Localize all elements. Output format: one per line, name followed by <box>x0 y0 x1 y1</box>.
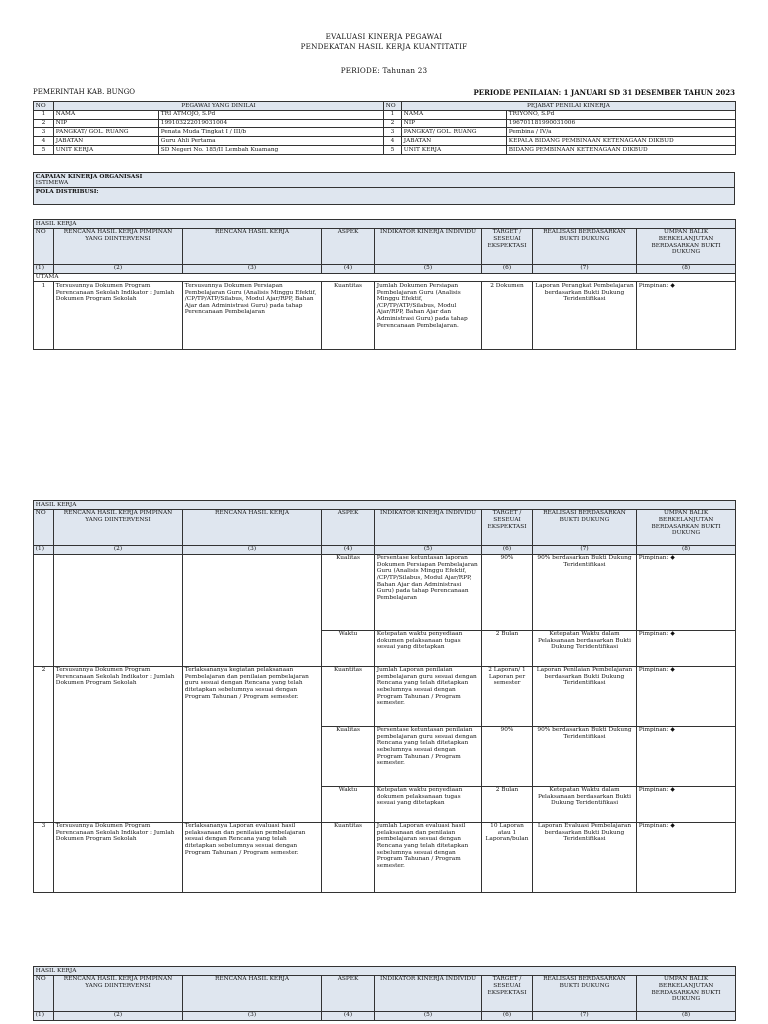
col-number: (6) <box>482 1011 533 1020</box>
id-label: JABATAN <box>402 137 507 146</box>
id-no-header-2: NO <box>384 102 402 111</box>
pejabat-name: TRIYONO, S.Pd <box>507 110 736 119</box>
row-rencana: Tersusunnya Dokumen Persiapan Pembelajaran Guru (Analisis Minggu Efektif, /CP/TP/ATP/Silabus, Modul Ajar/RPP, Bahan Ajar dan Administrasi Guru) pada tahap Perencanaan Pembelajaran <box>183 282 322 350</box>
row-target: 2 Dokumen <box>482 282 533 350</box>
table-row <box>34 554 736 630</box>
col-number: (3) <box>183 545 322 554</box>
id-no: 3 <box>34 128 54 137</box>
id-no: 2 <box>34 119 54 128</box>
row-aspek: Kuantitas <box>322 666 375 726</box>
row-aspek: Kualitas <box>322 554 375 630</box>
col-header-rencana: RENCANA HASIL KERJA <box>183 975 322 1011</box>
id-no: 5 <box>384 145 402 154</box>
col-number: (6) <box>482 264 533 273</box>
identity-row <box>34 128 736 137</box>
col-number: (3) <box>183 264 322 273</box>
hasil-kerja-table-1 <box>33 219 736 350</box>
col-header-indikator: INDIKATOR KINERJA INDIVIDU <box>375 509 482 545</box>
col-number: (8) <box>637 264 736 273</box>
col-number: (4) <box>322 545 375 554</box>
identity-header-row <box>34 102 736 111</box>
row-realisasi: 90% berdasarkan Bukti Dukung Teridentifikasi <box>533 726 637 786</box>
row-realisasi: Ketepatan Waktu dalam Pelaksanaan berdasarkan Bukti Dukung Teridentifikasi <box>533 786 637 822</box>
assessment-period: PERIODE PENILAIAN: 1 JANUARI SD 31 DESEMBER TAHUN 2023 <box>473 88 735 97</box>
id-no-header: NO <box>34 102 54 111</box>
col-number: (7) <box>533 264 637 273</box>
row-feedback: Pimpinan: ◆ <box>637 786 736 822</box>
id-label: JABATAN <box>54 137 159 146</box>
row-realisasi: Laporan Penilaian Pembelajaran berdasarkan Bukti Dukung Teridentifikasi <box>533 666 637 726</box>
col-number: (1) <box>34 545 54 554</box>
row-no: 1 <box>34 282 54 350</box>
doc-period: PERIODE: Tahunan 23 <box>340 66 428 75</box>
pegawai-unit: SD Negeri No. 185/II Lembah Kuamang <box>159 145 384 154</box>
row-feedback: Pimpinan: ◆ <box>637 282 736 350</box>
row-aspek: Kuantitas <box>322 282 375 350</box>
table-row <box>34 282 736 350</box>
row-pimpinan: Tersusunnya Dokumen Program Perencanaan Sekolah Indikator : Jumlah Dokumen Program Sekolah <box>54 822 183 892</box>
col-header-umpan-balik: UMPAN BALIK BERKELANJUTAN BERDASARKAN BUKTI DUKUNG <box>637 975 736 1011</box>
identity-row <box>34 110 736 119</box>
row-target: 90% <box>482 726 533 786</box>
col-number: (2) <box>54 1011 183 1020</box>
row-aspek: Kuantitas <box>322 822 375 892</box>
hasil-kerja-title: HASIL KERJA <box>34 220 736 229</box>
id-no: 5 <box>34 145 54 154</box>
row-rencana: Terlaksananya Laporan evaluasi hasil pelaksanaan dan penilaian pembelajaran sesuai dengan Rencana yang telah ditetapkan sebelumnya sesuai dengan Program Tahunan / Program semester. <box>183 822 322 892</box>
col-number: (1) <box>34 1011 54 1020</box>
row-feedback: Pimpinan: ◆ <box>637 822 736 892</box>
col-number: (8) <box>637 1011 736 1020</box>
col-header-no: NO <box>34 509 54 545</box>
col-number: (8) <box>637 545 736 554</box>
col-header-no: NO <box>34 228 54 264</box>
row-indikator: Persentase ketuntasan penilaian pembelajaran guru sesuai dengan Rencana yang telah ditetapkan sebelumnya sesuai dengan Program Tahunan / Program semester. <box>375 726 482 786</box>
row-target: 10 Laporan atau 1 Laporan/bulan <box>482 822 533 892</box>
id-label: NAMA <box>54 110 159 119</box>
row-pimpinan: Tersusunnya Dokumen Program Perencanaan Sekolah Indikator : Jumlah Dokumen Program Sekolah <box>54 666 183 822</box>
row-target: 2 Bulan <box>482 630 533 666</box>
hasil-kerja-table-2 <box>33 500 736 893</box>
row-indikator: Ketepatan waktu penyediaan dokumen pelaksanaan tugas sesuai yang ditetapkan <box>375 786 482 822</box>
pola-title: POLA DISTRIBUSI: <box>35 188 99 195</box>
col-header-rencana: RENCANA HASIL KERJA <box>183 509 322 545</box>
row-feedback: Pimpinan: ◆ <box>637 630 736 666</box>
col-header-pimpinan: RENCANA HASIL KERJA PIMPINAN YANG DIINTERVENSI <box>54 509 183 545</box>
hasil-kerja-title: HASIL KERJA <box>34 501 736 510</box>
col-number: (2) <box>54 545 183 554</box>
id-no: 4 <box>384 137 402 146</box>
col-number: (7) <box>533 1011 637 1020</box>
hasil-kerja-title: HASIL KERJA <box>34 967 736 976</box>
id-label: NIP <box>54 119 159 128</box>
row-feedback: Pimpinan: ◆ <box>637 554 736 630</box>
col-header-pimpinan: RENCANA HASIL KERJA PIMPINAN YANG DIINTERVENSI <box>54 228 183 264</box>
id-no: 1 <box>384 110 402 119</box>
col-header-pimpinan: RENCANA HASIL KERJA PIMPINAN YANG DIINTERVENSI <box>54 975 183 1011</box>
institution: PEMERINTAH KAB. BUNGO <box>33 88 136 96</box>
identity-table <box>33 101 736 155</box>
col-header-indikator: INDIKATOR KINERJA INDIVIDU <box>375 228 482 264</box>
row-indikator: Ketepatan waktu penyediaan dokumen pelaksanaan tugas sesuai yang ditetapkan <box>375 630 482 666</box>
row-no: 3 <box>34 822 54 892</box>
id-label: NIP <box>402 119 507 128</box>
row-feedback: Pimpinan: ◆ <box>637 726 736 786</box>
pejabat-rank: Pembina / IV/a <box>507 128 736 137</box>
col-header-aspek: ASPEK <box>322 975 375 1011</box>
pegawai-name: TRI ATMOJO, S.Pd <box>159 110 384 119</box>
row-rencana: Terlaksananya kegiatan pelaksanaan Pembelajaran dan penilaian pembelajaran guru sesuai dengan Rencana yang telah ditetapkan sebelumnya sesuai dengan Program Tahunan / Program semester. <box>183 666 322 822</box>
pejabat-nip: 196701181990031006 <box>507 119 736 128</box>
row-indikator: Jumlah Laporan penilaian pembelajaran guru sesuai dengan Rencana yang telah ditetapkan sebelumnya sesuai dengan Program Tahunan / Program semester. <box>375 666 482 726</box>
column-number-row <box>34 264 736 273</box>
pejabat-unit: BIDANG PEMBINAAN KETENAGAAN DIKBUD <box>507 145 736 154</box>
col-number: (5) <box>375 545 482 554</box>
col-number: (3) <box>183 1011 322 1020</box>
col-number: (5) <box>375 1011 482 1020</box>
col-number: (4) <box>322 264 375 273</box>
id-no: 2 <box>384 119 402 128</box>
col-header-aspek: ASPEK <box>322 509 375 545</box>
pejabat-header: PEJABAT PENILAI KINERJA <box>402 102 736 111</box>
row-realisasi: Laporan Evaluasi Pembelajaran berdasarkan Bukti Dukung Teridentifikasi <box>533 822 637 892</box>
id-no: 3 <box>384 128 402 137</box>
column-header-row <box>34 509 736 545</box>
id-no: 1 <box>34 110 54 119</box>
utama-label: UTAMA <box>34 273 736 282</box>
row-realisasi: Laporan Perangkat Pembelajaran berdasarkan Bukti Dukung Teridentifikasi <box>533 282 637 350</box>
col-number: (2) <box>54 264 183 273</box>
row-target: 90% <box>482 554 533 630</box>
column-header-row <box>34 228 736 264</box>
pejabat-position: KEPALA BIDANG PEMBINAAN KETENAGAAN DIKBUD <box>507 137 736 146</box>
table-row <box>34 666 736 726</box>
col-number: (1) <box>34 264 54 273</box>
col-number: (5) <box>375 264 482 273</box>
capaian-table <box>33 172 735 205</box>
hasil-kerja-table-3 <box>33 966 736 1021</box>
doc-subtitle: PENDEKATAN HASIL KERJA KUANTITATIF <box>300 42 468 51</box>
doc-title: EVALUASI KINERJA PEGAWAI <box>325 32 443 41</box>
capaian-title: CAPAIAN KINERJA ORGANISASI <box>35 173 143 180</box>
pegawai-header: PEGAWAI YANG DINILAI <box>54 102 384 111</box>
row-indikator: Jumlah Dokumen Persiapan Pembelajaran Guru (Analisis Minggu Efektif, /CP/TP/ATP/Silabus, Modul Ajar/RPP, Bahan Ajar dan Administrasi Guru) pada tahap Perencanaan Pembelajaran. <box>375 282 482 350</box>
pegawai-position: Guru Ahli Pertama <box>159 137 384 146</box>
identity-row <box>34 145 736 154</box>
col-header-realisasi: REALISASI BERDASARKAN BUKTI DUKUNG <box>533 228 637 264</box>
id-label: PANGKAT/ GOL. RUANG <box>54 128 159 137</box>
row-indikator: Jumlah Laporan evaluasi hasil pelaksanaan dan penilaian pembelajaran sesuai dengan Rencana yang telah ditetapkan sebelumnya sesuai dengan Program Tahunan / Program semester. <box>375 822 482 892</box>
col-header-rencana: RENCANA HASIL KERJA <box>183 228 322 264</box>
column-number-row <box>34 1011 736 1020</box>
col-header-umpan-balik: UMPAN BALIK BERKELANJUTAN BERDASARKAN BUKTI DUKUNG <box>637 509 736 545</box>
col-number: (7) <box>533 545 637 554</box>
col-header-realisasi: REALISASI BERDASARKAN BUKTI DUKUNG <box>533 975 637 1011</box>
row-aspek: Waktu <box>322 630 375 666</box>
row-no: 2 <box>34 666 54 822</box>
col-header-indikator: INDIKATOR KINERJA INDIVIDU <box>375 975 482 1011</box>
col-header-aspek: ASPEK <box>322 228 375 264</box>
row-aspek: Waktu <box>322 786 375 822</box>
row-indikator: Persentase ketuntasan laporan Dokumen Persiapan Pembelajaran Guru (Analisis Minggu Efektif, /CP/TP/Silabus, Modul Ajar/RPP, Bahan Ajar dan Administrasi Guru) pada tahap Perencanaan Pembelajaran <box>375 554 482 630</box>
identity-row <box>34 119 736 128</box>
id-label: NAMA <box>402 110 507 119</box>
row-pimpinan: Tersusunnya Dokumen Program Perencanaan Sekolah Indikator : Jumlah Dokumen Program Sekolah <box>54 282 183 350</box>
col-header-target: TARGET / SESEUAI EKSPEKTASI <box>482 228 533 264</box>
row-realisasi: 90% berdasarkan Bukti Dukung Teridentifikasi <box>533 554 637 630</box>
row-target: 2 Bulan <box>482 786 533 822</box>
row-target: 2 Laporan/ 1 Laporan per semester <box>482 666 533 726</box>
id-label: UNIT KERJA <box>402 145 507 154</box>
id-label: UNIT KERJA <box>54 145 159 154</box>
row-realisasi: Ketepatan Waktu dalam Pelaksanaan berdasarkan Bukti Dukung Teridentifikasi <box>533 630 637 666</box>
col-header-realisasi: REALISASI BERDASARKAN BUKTI DUKUNG <box>533 509 637 545</box>
col-number: (4) <box>322 1011 375 1020</box>
capaian-value: ISTIMEWA <box>35 180 69 187</box>
table-row <box>34 822 736 892</box>
col-header-no: NO <box>34 975 54 1011</box>
col-number: (6) <box>482 545 533 554</box>
pegawai-nip: 199103222019031004 <box>159 119 384 128</box>
pegawai-rank: Penata Muda Tingkat I / III/b <box>159 128 384 137</box>
col-header-umpan-balik: UMPAN BALIK BERKELANJUTAN BERDASARKAN BUKTI DUKUNG <box>637 228 736 264</box>
column-header-row <box>34 975 736 1011</box>
row-aspek: Kualitas <box>322 726 375 786</box>
id-label: PANGKAT/ GOL. RUANG <box>402 128 507 137</box>
col-header-target: TARGET / SESEUAI EKSPEKTASI <box>482 509 533 545</box>
id-no: 4 <box>34 137 54 146</box>
row-feedback: Pimpinan: ◆ <box>637 666 736 726</box>
column-number-row <box>34 545 736 554</box>
identity-row <box>34 137 736 146</box>
col-header-target: TARGET / SESEUAI EKSPEKTASI <box>482 975 533 1011</box>
